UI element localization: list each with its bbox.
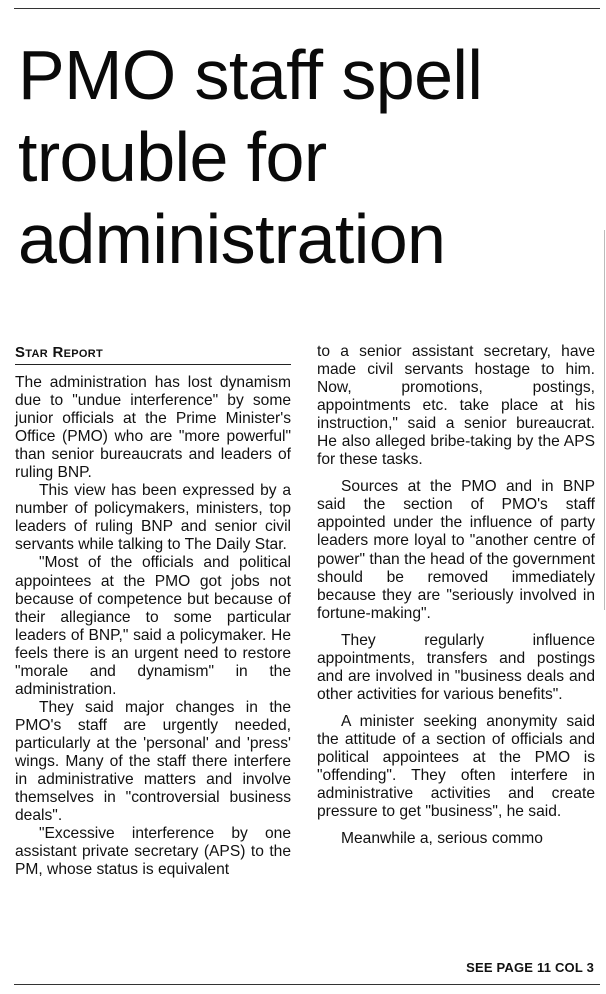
paragraph: "Excessive interference by one assistant private secretary (APS) to the PM, whose status is equivalent: [15, 825, 291, 879]
paragraph: Meanwhile a, serious commo: [341, 830, 543, 848]
paragraph: The administration has lost dynamism due to "undue interference" by some junior officials at the Prime Minister's Office (PMO) who are "more powerful" than senior bureaucrats and leaders of ruling BNP.: [15, 374, 291, 482]
paragraph: "Most of the officials and political appointees at the PMO got jobs not because of competence but because of their allegiance to some particular leaders of BNP," said a policymaker. He feels there is an urgent need to restore "morale and dynamism" in the administration.: [15, 554, 291, 698]
article-column-left: [15, 343, 291, 879]
bottom-rule: [14, 984, 600, 985]
byline: Star Report: [15, 343, 291, 365]
headline: PMO staff spell trouble for administration: [18, 36, 483, 278]
paragraph: Sources at the PMO and in BNP said the section of PMO's staff appointed under the influence of party leaders more loyal to "another centre of power" than the head of the government should be removed immediately because they are "seriously involved in fortune-making".: [317, 478, 595, 622]
paragraph: They regularly influence appointments, transfers and postings and are involved in "business deals and other activities for various benefits".: [317, 631, 595, 703]
top-rule: [14, 8, 600, 9]
paragraph: This view has been expressed by a number of policymakers, ministers, top leaders of ruling BNP and senior civil servants while talking to The Daily Star.: [15, 482, 291, 554]
paragraph: to a senior assistant secretary, have made civil servants hostage to him. Now, promotions, postings, appointments etc. take place at his instruction," said a senior bureaucrat. He also alleged bribe-taking by the APS for these tasks.: [317, 343, 595, 469]
article-column-right: [317, 343, 595, 848]
paragraph: A minister seeking anonymity said the attitude of a section of officials and political appointees at the PMO is "offending". They often interfere in administrative activities and create pressure to get "business", he said.: [317, 712, 595, 821]
paragraph: They said major changes in the PMO's staff are urgently needed, particularly at the 'personal' and 'press' wings. Many of the staff there interfere in administrative matters and involve themselves in "controversial business deals".: [15, 698, 291, 825]
column-edge-rule: [604, 230, 605, 610]
continuation-note: SEE PAGE 11 COL 3: [466, 960, 594, 975]
